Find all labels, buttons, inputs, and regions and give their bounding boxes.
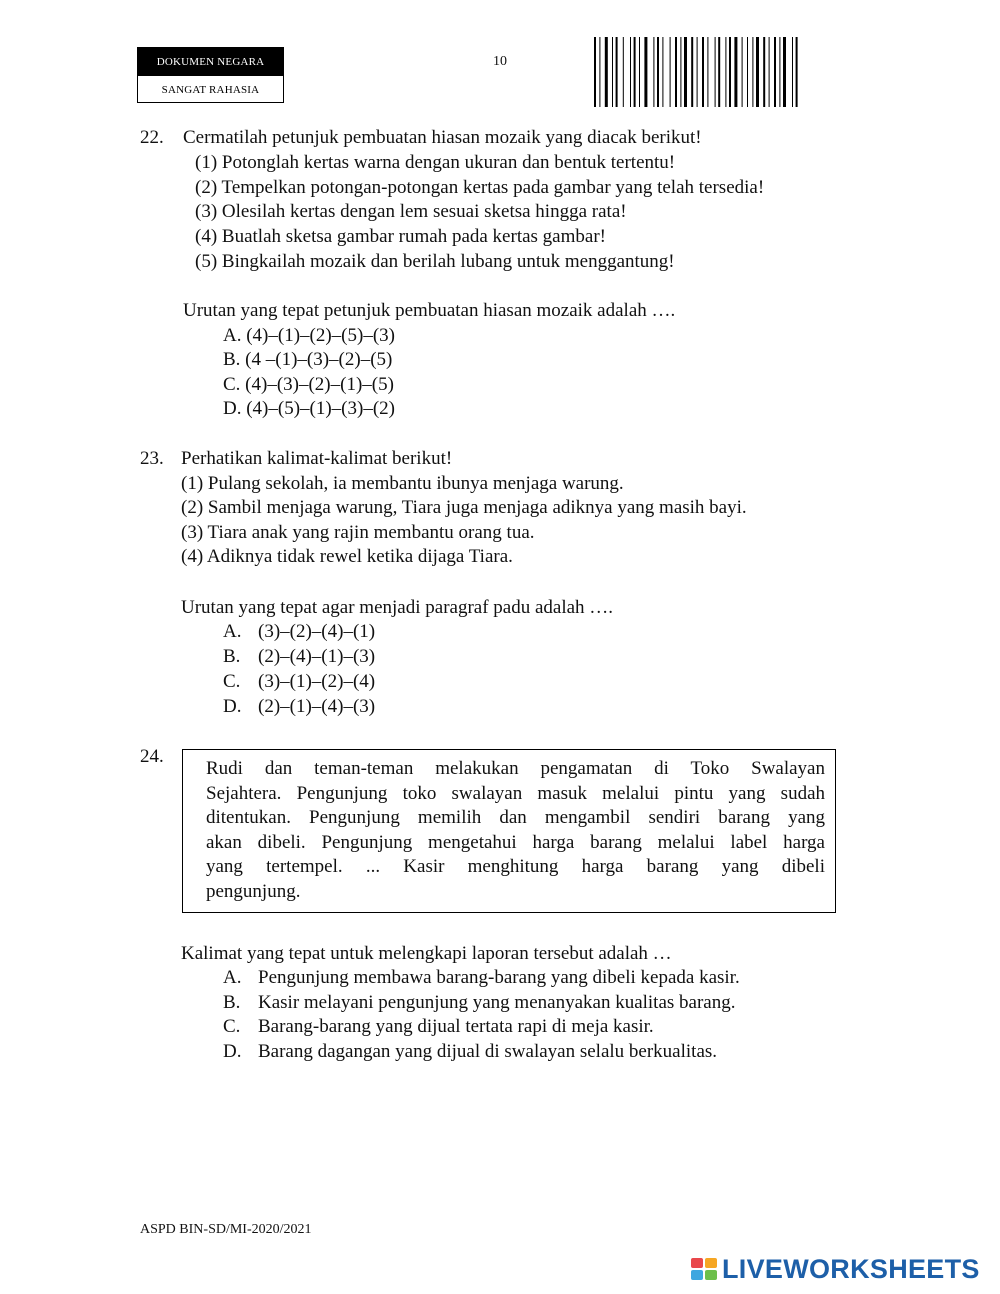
question-24-option-b[interactable]: Kasir melayani pengunjung yang menanyakan kualitas barang. <box>258 992 736 1013</box>
report-line: Sejahtera. Pengunjung toko swalayan masuk melalui pintu yang sudah <box>206 783 825 804</box>
report-line: yang tertempel. ... Kasir menghitung harga barang yang dibeli <box>206 856 825 877</box>
question-23-sentence: (2) Sambil menjaga warung, Tiara juga menjaga adiknya yang masih bayi. <box>181 497 747 518</box>
question-23-sentence: (4) Adiknya tidak rewel ketika dijaga Tiara. <box>181 546 513 567</box>
question-24-option-d[interactable]: Barang dagangan yang dijual di swalayan selalu berkualitas. <box>258 1041 718 1062</box>
report-line: ditentukan. Pengunjung memilih dan mengambil sendiri barang yang <box>206 807 825 828</box>
question-22-option-c[interactable]: C. (4)–(3)–(2)–(1)–(5) <box>223 374 394 395</box>
question-23-sentence: (1) Pulang sekolah, ia membantu ibunya menjaga warung. <box>181 473 624 494</box>
question-23-option-b-letter: B. <box>223 646 241 667</box>
question-24-option-a-letter: A. <box>223 967 242 988</box>
question-23-question: Urutan yang tepat agar menjadi paragraf padu adalah …. <box>181 597 614 618</box>
question-23-sentence: (3) Tiara anak yang rajin membantu orang tua. <box>181 522 535 543</box>
question-24-question: Kalimat yang tepat untuk melengkapi laporan tersebut adalah … <box>181 943 672 964</box>
question-23-prompt: Perhatikan kalimat-kalimat berikut! <box>181 448 453 469</box>
question-24-option-d-letter: D. <box>223 1041 242 1062</box>
page-number: 10 <box>493 54 507 69</box>
question-24-number: 24. <box>140 746 164 767</box>
question-22-step: (1) Potonglah kertas warna dengan ukuran dan bentuk tertentu! <box>195 152 676 173</box>
question-23-option-a-letter: A. <box>223 621 242 642</box>
question-23-option-c[interactable]: (3)–(1)–(2)–(4) <box>258 671 376 692</box>
question-24-option-b-letter: B. <box>223 992 241 1013</box>
classification-label-top: DOKUMEN NEGARA <box>137 47 284 75</box>
question-22-option-b[interactable]: B. (4 –(1)–(3)–(2)–(5) <box>223 349 393 370</box>
footer-code: ASPD BIN-SD/MI-2020/2021 <box>140 1222 312 1237</box>
question-24-option-a[interactable]: Pengunjung membawa barang-barang yang dibeli kepada kasir. <box>258 967 740 988</box>
question-22-option-a[interactable]: A. (4)–(1)–(2)–(5)–(3) <box>223 325 395 346</box>
question-22-option-d[interactable]: D. (4)–(5)–(1)–(3)–(2) <box>223 398 395 419</box>
question-22-number: 22. <box>140 127 164 148</box>
brand-name: LIVEWORKSHEETS <box>722 1253 980 1284</box>
question-23-option-c-letter: C. <box>223 671 241 692</box>
liveworksheets-logo-icon <box>690 1254 720 1284</box>
barcode-icon <box>594 37 858 107</box>
question-24-option-c-letter: C. <box>223 1016 241 1037</box>
report-line: pengunjung. <box>206 881 301 902</box>
report-line: akan dibeli. Pengunjung mengetahui harga barang melalui label harga <box>206 832 825 853</box>
question-22-step: (2) Tempelkan potongan-potongan kertas pada gambar yang telah tersedia! <box>195 177 765 198</box>
question-24-option-c[interactable]: Barang-barang yang dijual tertata rapi di meja kasir. <box>258 1016 654 1037</box>
question-22-prompt: Cermatilah petunjuk pembuatan hiasan mozaik yang diacak berikut! <box>183 127 702 148</box>
question-22-step: (4) Buatlah sketsa gambar rumah pada kertas gambar! <box>195 226 606 247</box>
report-line: Rudi dan teman-teman melakukan pengamatan di Toko Swalayan <box>206 758 825 779</box>
brand-logo[interactable] <box>690 1252 980 1286</box>
question-23-option-d-letter: D. <box>223 696 242 717</box>
question-23-option-d[interactable]: (2)–(1)–(4)–(3) <box>258 696 376 717</box>
question-23-option-a[interactable]: (3)–(2)–(4)–(1) <box>258 621 376 642</box>
classification-label-bottom: SANGAT RAHASIA <box>137 75 284 103</box>
question-22-step: (3) Olesilah kertas dengan lem sesuai sketsa hingga rata! <box>195 201 627 222</box>
question-23-option-b[interactable]: (2)–(4)–(1)–(3) <box>258 646 376 667</box>
question-22-question: Urutan yang tepat petunjuk pembuatan hiasan mozaik adalah …. <box>183 300 676 321</box>
question-23-number: 23. <box>140 448 164 469</box>
question-22-step: (5) Bingkailah mozaik dan berilah lubang untuk menggantung! <box>195 251 675 272</box>
